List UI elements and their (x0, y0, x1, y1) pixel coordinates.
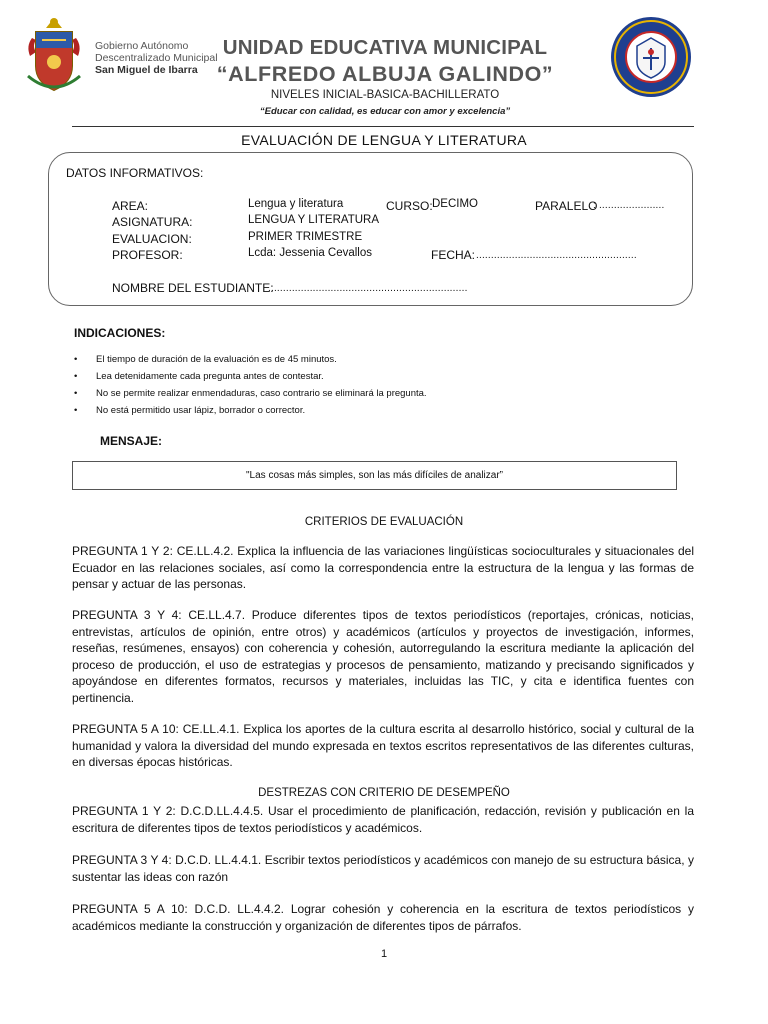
list-item (74, 353, 427, 370)
paralelo-value: : ...................... (593, 200, 665, 211)
area-value: Lengua y literatura (248, 198, 344, 210)
gad-line-3: San Miguel de Ibarra (95, 64, 198, 76)
destreza-paragraph-3: PREGUNTA 5 A 10: D.C.D. LL.4.4.2. Lograr cohesión y coherencia en la escritura de textos periodísticos y académicos mediante la construcción y organización de diferentes tipos de párrafos. (72, 902, 694, 933)
profesor-value: Lcda: Jessenia Cevallos (248, 247, 373, 259)
school-levels: NIVELES INICIAL-BASICA-BACHILLERATO (270, 89, 500, 101)
criterios-title: CRITERIOS DE EVALUACIÓN (304, 516, 464, 528)
gad-line-1: Gobierno Autónomo (95, 40, 189, 52)
exam-title: EVALUACIÓN DE LENGUA Y LITERATURA (241, 132, 527, 148)
page-number: 1 (380, 948, 388, 960)
indicaciones-title: INDICACIONES: (74, 326, 166, 340)
asignatura-label: ASIGNATURA: (112, 215, 193, 229)
list-item-text: No está permitido usar lápiz, borrador o corrector. (96, 405, 306, 416)
municipal-logo (22, 16, 86, 94)
list-item-text: Lea detenidamente cada pregunta antes de contestar. (96, 371, 324, 382)
area-label: AREA: (112, 199, 149, 213)
mensaje-title: MENSAJE: (100, 434, 163, 448)
nombre-label: NOMBRE DEL ESTUDIANTE: (112, 281, 274, 295)
fecha-label: FECHA: (431, 248, 476, 262)
paralelo-label: PARALELO (535, 199, 598, 213)
destrezas-title: DESTREZAS CON CRITERIO DE DESEMPEÑO (258, 787, 510, 799)
fecha-value: ...................................................... (476, 250, 637, 261)
destreza-paragraph-1: PREGUNTA 1 Y 2: D.C.D.LL.4.4.5. Usar el procedimiento de planificación, redacción, revisión y publicación en la escritura de diferentes tipos de textos periodísticos y académicos. (72, 804, 694, 835)
school-seal-logo (610, 16, 692, 98)
indicaciones-list (74, 353, 427, 421)
list-item (74, 370, 427, 387)
title-rule (72, 126, 694, 127)
curso-value: DECIMO (432, 198, 478, 210)
evaluacion-label: EVALUACION: (112, 232, 192, 246)
mensaje-box: "Las cosas más simples, son las más difíciles de analizar” (72, 461, 677, 490)
nombre-value: ................................................................... (268, 283, 468, 294)
info-heading: DATOS INFORMATIVOS: (66, 166, 204, 180)
bullet-icon: • (74, 405, 78, 416)
list-item-text: El tiempo de duración de la evaluación es de 45 minutos. (96, 354, 337, 365)
profesor-label: PROFESOR: (112, 248, 183, 262)
school-motto: “Educar con calidad, es educar con amor y excelencia” (259, 106, 511, 117)
list-item (74, 404, 427, 421)
school-name-line-1: UNIDAD EDUCATIVA MUNICIPAL (222, 36, 548, 59)
gad-line-2: Descentralizado Municipal (95, 52, 218, 64)
bullet-icon: • (74, 371, 78, 382)
curso-label: CURSO: (386, 199, 433, 213)
bullet-icon: • (74, 388, 78, 399)
list-item-text: No se permite realizar enmendaduras, caso contrario se eliminará la pregunta. (96, 388, 427, 399)
asignatura-value: LENGUA Y LITERATURA (248, 214, 380, 226)
bullet-icon: • (74, 354, 78, 365)
criterio-paragraph-1: PREGUNTA 1 Y 2: CE.LL.4.2. Explica la influencia de las variaciones lingüísticas socioculturales y situacionales del Ecuador en las relaciones sociales, así como la correspondencia entre la estructura de la lengua y las formas de pensar y actuar de las personas. (72, 544, 694, 591)
school-name-line-2: “ALFREDO ALBUJA GALINDO” (216, 62, 554, 86)
evaluacion-value: PRIMER TRIMESTRE (248, 231, 363, 243)
list-item (74, 387, 427, 404)
criterio-paragraph-2: PREGUNTA 3 Y 4: CE.LL.4.7. Produce diferentes tipos de textos periodísticos (reportajes, crónicas, noticias, entrevistas, artículos de opinión, entre otros) y académicos (artículos y proyectos de investigación, informes, reseñas, resúmenes, ensayos) con coherencia y cohesión, autorregulando la escritura mediante la aplicación del proceso de producción, el uso de estrategias y procesos de pensamiento, matizando y precisando significados y apoyándose en diferentes formatos, recursos y materiales, incluidas las TIC, y cita e identifica fuentes con pertinencia. (72, 608, 694, 705)
destreza-paragraph-2: PREGUNTA 3 Y 4: D.C.D. LL.4.4.1. Escribir textos periodísticos y académicos con manejo de su estructura básica, y sustentar las ideas con razón (72, 853, 694, 884)
criterio-paragraph-3: PREGUNTA 5 A 10: CE.LL.4.1. Explica los aportes de la cultura escrita al desarrollo histórico, social y cultural de la humanidad y valora la diversidad del mundo expresada en textos escritos representativos de las diferentes culturas, en diversas épocas históricas. (72, 722, 694, 769)
